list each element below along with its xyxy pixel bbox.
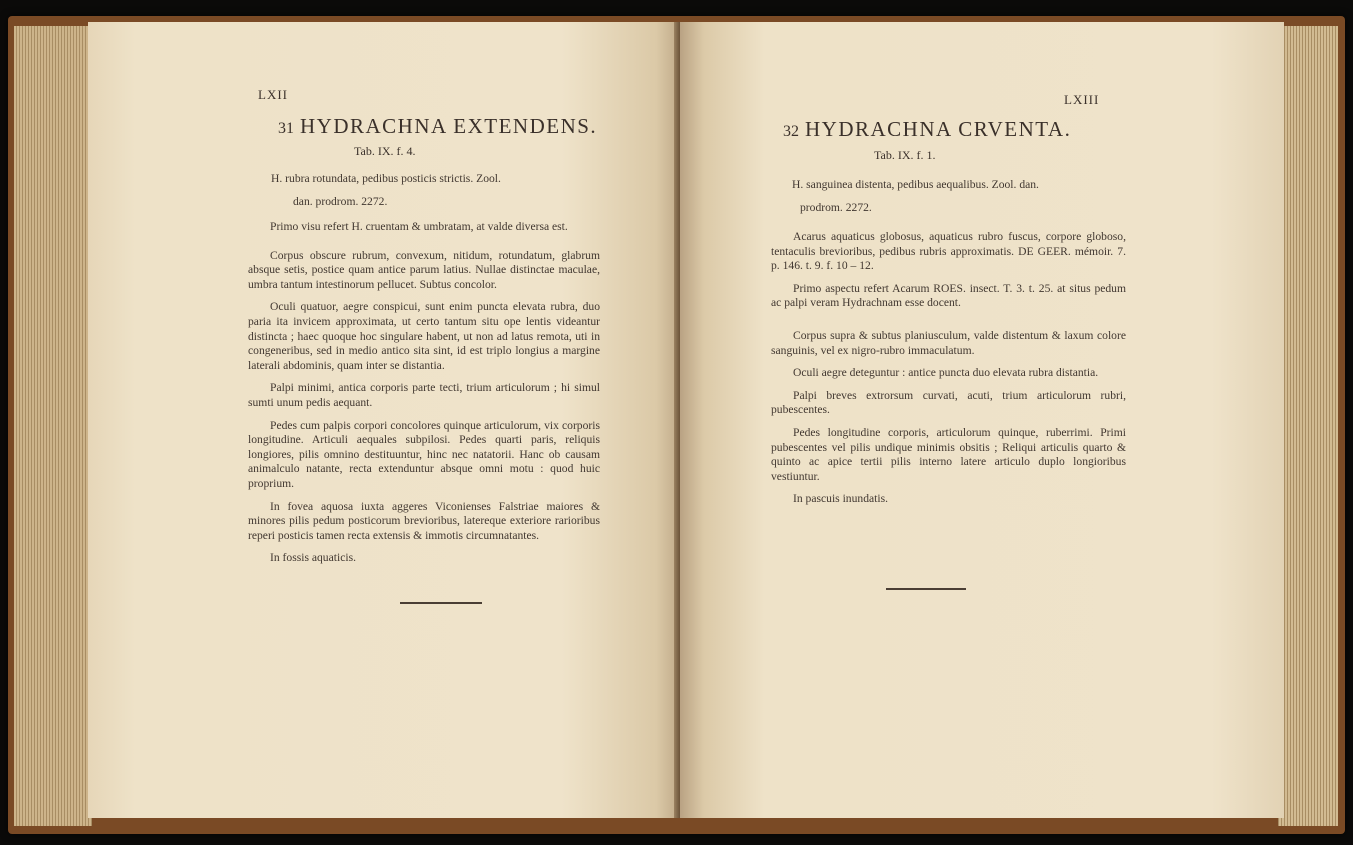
paragraph-palpi: Palpi minimi, antica corporis parte tecti, trium articulorum ; hi simul sumti unum pedis aequant. [248, 381, 600, 409]
diagnosis-line-2: prodrom. 2272. [800, 200, 872, 214]
paragraph-oculi: Oculi aegre deteguntur : antice puncta duo elevata rubra distantia. [793, 366, 1099, 380]
paragraph-comparison: Primo visu refert H. cruentam & umbratam, at valde diversa est. [270, 220, 568, 233]
diagnosis [271, 172, 571, 217]
page-number: LXIII [1064, 92, 1100, 107]
description-body [771, 230, 1126, 515]
page-number: LXII [258, 87, 288, 102]
paragraph-oculi: Oculi quatuor, aegre conspicui, sunt enim puncta elevata rubra, duo paria ita invicem approximata, ut certo tantum situ ope lentis videantur distincta ; haec quoque hoc singulare habent, ut non ad latus remota, uti in congeneribus, sed in medio antico sita sint, id est triplo longius a margine laterali abdominis, quam inter se distantia. [248, 300, 600, 372]
paragraph-pedes: Pedes cum palpis corpori concolores quinque articulorum, vix corporis longitudine. Articuli aequales subpilosi. Pedes quarti paris, reliquis longiores, pilis omnino destituuntur, hinc nec natatorii. Hanc ob causam animalculo natante, recta extenduntur absque omni motu : quod huic proprium. [248, 418, 600, 490]
diagnosis-line-2: dan. prodrom. 2272. [293, 194, 388, 208]
species-title [278, 114, 597, 139]
end-rule [886, 588, 966, 590]
paragraph-pedes: Pedes longitudine corporis, articulorum quinque, ruberrimi. Primi pubescentes vel pilis undique minimis obsitis ; Reliqui articulis quarto & quinto ac apice tertii pilis interno latere articulo duplo longioribus vestiuntur. [771, 425, 1126, 483]
species-number: 31 [278, 120, 294, 137]
species-number: 32 [783, 123, 799, 140]
diagnosis-line-1: H. rubra rotundata, pedibus posticis strictis. Zool. [271, 172, 501, 185]
paragraph-comparison: Primo aspectu refert Acarum ROES. insect. T. 3. t. 25. at situs pedum ac palpi veram Hydrachnam esse docent. [771, 281, 1126, 310]
diagnosis-line-1: H. sanguinea distenta, pedibus aequalibus. Zool. dan. [792, 178, 1039, 191]
paragraph-corpus: Corpus obscure rubrum, convexum, nitidum, rotundatum, glabrum absque setis, postice quam antice parum latius. Nullae distinctae maculae, umbra tantum intestinorum pellucet. Subtus concolor. [248, 248, 600, 291]
page-edges-left [14, 26, 92, 826]
species-name: HYDRACHNA CRVENTA. [805, 117, 1072, 141]
left-page [88, 22, 680, 818]
right-page [680, 22, 1284, 818]
diagnosis [792, 178, 1112, 223]
end-rule [400, 602, 482, 604]
paragraph-habitat-note: In fovea aquosa iuxta aggeres Viconienses Falstriae maiores & minores pilis pedum posticorum brevioribus, latereque exteriore rarioribus reperi posticis tamen recta extensis & immotis circumnatantes. [248, 499, 600, 542]
paragraph-corpus: Corpus supra & subtus planiusculum, valde distentum & laxum colore sanguinis, vel ex nigro-rubro immaculatum. [771, 328, 1126, 357]
page-edges-right [1278, 26, 1338, 826]
paragraph-habitat: In pascuis inundatis. [793, 492, 888, 506]
species-title [783, 117, 1071, 142]
paragraph-synonym: Acarus aquaticus globosus, aquaticus rubro fuscus, corpore globoso, tentaculis brevioribus, pedibus rubris approximatis. DE GEER. mémoir. 7. p. 146. t. 9. f. 10 – 12. [771, 230, 1126, 273]
species-name: HYDRACHNA EXTENDENS. [300, 114, 598, 138]
description-body [248, 220, 600, 574]
paragraph-palpi: Palpi breves extrorsum curvati, acuti, trium articulorum rubri, pubescentes. [771, 388, 1126, 417]
paragraph-habitat: In fossis aquaticis. [270, 551, 356, 565]
plate-reference: Tab. IX. f. 4. [354, 144, 416, 158]
plate-reference: Tab. IX. f. 1. [874, 148, 936, 162]
